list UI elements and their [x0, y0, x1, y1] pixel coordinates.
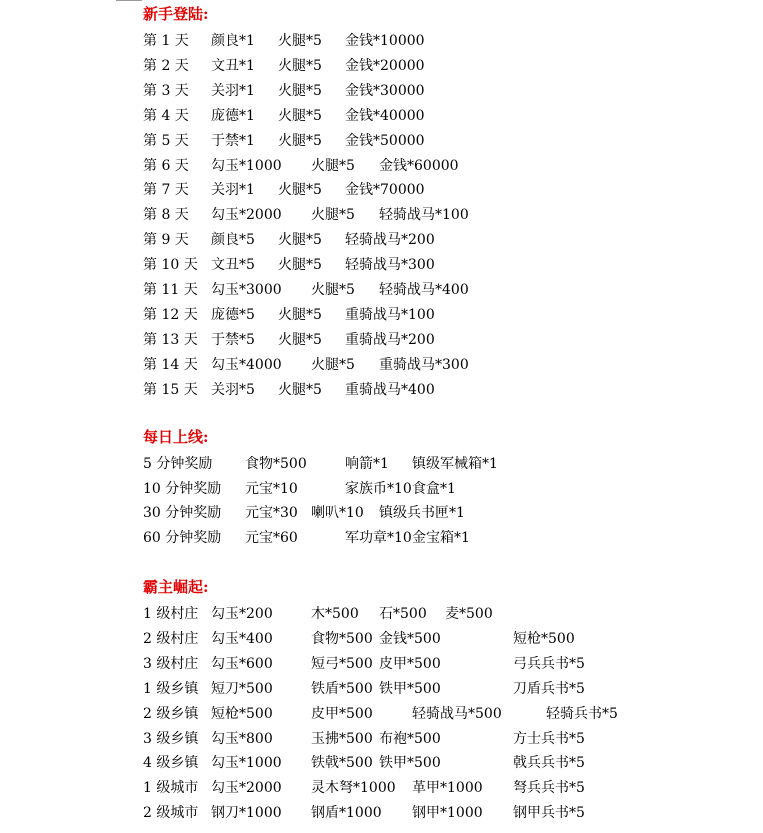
reward-item: 玉拂*500 — [311, 730, 373, 747]
reward-item: 重骑战马*100 — [345, 306, 435, 323]
reward-item: 火腿*5 — [311, 282, 355, 298]
reward-item: 铁盾*500 — [311, 680, 373, 697]
reward-item: 金钱*60000 — [379, 157, 459, 174]
reward-item: 火腿*5 — [278, 82, 322, 99]
reward-item: 方士兵书*5 — [513, 730, 585, 747]
reward-item: 戟兵兵书*5 — [513, 755, 585, 772]
reward-item: 金钱*10000 — [345, 33, 425, 49]
reward-item: 勾玉*400 — [211, 630, 273, 647]
reward-item: 金钱*40000 — [345, 107, 425, 124]
reward-item: 短枪*500 — [211, 705, 273, 722]
row-label: 第 14 天 — [143, 356, 198, 373]
reward-item: 镇级兵书匣*1 — [379, 505, 465, 522]
row-label: 第 5 天 — [143, 132, 189, 149]
reward-item: 庞德*1 — [211, 107, 255, 124]
reward-item: 火腿*5 — [311, 207, 355, 224]
reward-item: 重骑战马*400 — [345, 381, 435, 398]
section-heading: 新手登陆: — [143, 5, 209, 23]
reward-item: 镇级军械箱*1 — [412, 456, 498, 472]
reward-item: 火腿*5 — [278, 306, 322, 323]
row-label: 2 级村庄 — [143, 630, 199, 647]
reward-item: 木*500 — [311, 606, 359, 622]
reward-item: 勾玉*200 — [211, 606, 273, 622]
row-label: 第 7 天 — [143, 182, 189, 199]
reward-item: 钢盾*1000 — [311, 805, 382, 822]
reward-item: 火腿*5 — [278, 331, 322, 348]
row-label: 第 11 天 — [143, 282, 198, 298]
reward-item: 勾玉*1000 — [211, 157, 282, 174]
reward-item: 铁甲*500 — [379, 680, 441, 697]
reward-item: 轻骑战马*200 — [345, 232, 435, 249]
row-label: 1 级乡镇 — [143, 680, 199, 697]
reward-item: 轻骑兵书*5 — [546, 705, 618, 722]
reward-item: 勾玉*600 — [211, 655, 273, 672]
row-label: 第 9 天 — [143, 232, 189, 249]
reward-item: 皮甲*500 — [379, 655, 441, 672]
reward-item: 轻骑战马*500 — [412, 705, 502, 722]
reward-item: 钢甲*1000 — [412, 805, 483, 822]
reward-item: 勾玉*3000 — [211, 282, 282, 298]
reward-item: 短刀*500 — [211, 680, 273, 697]
reward-item: 火腿*5 — [311, 157, 355, 174]
reward-item: 火腿*5 — [311, 356, 355, 373]
row-label: 第 6 天 — [143, 157, 189, 174]
row-label: 第 4 天 — [143, 107, 189, 124]
row-label: 第 8 天 — [143, 207, 189, 224]
row-label: 10 分钟奖励 — [143, 480, 222, 497]
reward-item: 火腿*5 — [278, 232, 322, 249]
row-label: 1 级村庄 — [143, 606, 199, 622]
reward-item: 轻骑战马*100 — [379, 207, 469, 224]
reward-item: 麦*500 — [445, 606, 493, 622]
row-label: 60 分钟奖励 — [143, 530, 222, 547]
corner-crop-mark — [116, 0, 142, 1]
reward-item: 弩兵兵书*5 — [513, 780, 585, 797]
reward-item: 钢甲兵书*5 — [513, 805, 585, 822]
row-label: 第 10 天 — [143, 257, 198, 274]
row-label: 1 级城市 — [143, 780, 199, 797]
reward-item: 庞德*5 — [211, 306, 255, 323]
reward-item: 勾玉*4000 — [211, 356, 282, 373]
reward-item: 关羽*5 — [211, 381, 255, 398]
reward-item: 金宝箱*1 — [412, 530, 470, 547]
reward-item: 响箭*1 — [345, 456, 389, 472]
row-label: 30 分钟奖励 — [143, 505, 222, 522]
reward-item: 刀盾兵书*5 — [513, 680, 585, 697]
reward-item: 短弓*500 — [311, 655, 373, 672]
row-label: 第 3 天 — [143, 82, 189, 99]
reward-item: 勾玉*800 — [211, 730, 273, 747]
reward-item: 火腿*5 — [278, 182, 322, 199]
reward-item: 金钱*500 — [379, 630, 441, 647]
reward-item: 家族币*10 — [345, 480, 412, 497]
row-label: 3 级乡镇 — [143, 730, 199, 747]
reward-item: 火腿*5 — [278, 132, 322, 149]
reward-item: 元宝*30 — [245, 505, 298, 522]
reward-item: 灵木弩*1000 — [311, 780, 396, 797]
row-label: 第 12 天 — [143, 306, 198, 323]
reward-item: 皮甲*500 — [311, 705, 373, 722]
reward-item: 布袍*500 — [379, 730, 441, 747]
reward-item: 食物*500 — [311, 630, 373, 647]
section-heading: 每日上线: — [143, 428, 209, 446]
reward-item: 革甲*1000 — [412, 780, 483, 797]
reward-item: 重骑战马*200 — [345, 331, 435, 348]
reward-item: 食盒*1 — [412, 480, 456, 497]
reward-item: 铁甲*500 — [379, 755, 441, 772]
reward-item: 颜良*5 — [211, 232, 255, 249]
reward-item: 金钱*20000 — [345, 57, 425, 74]
row-label: 第 2 天 — [143, 57, 189, 74]
row-label: 第 1 天 — [143, 33, 189, 49]
reward-item: 文丑*5 — [211, 257, 255, 274]
reward-item: 元宝*60 — [245, 530, 298, 547]
reward-item: 文丑*1 — [211, 57, 255, 74]
reward-item: 勾玉*2000 — [211, 780, 282, 797]
reward-item: 军功章*10 — [345, 530, 412, 547]
reward-item: 铁戟*500 — [311, 755, 373, 772]
row-label: 第 13 天 — [143, 331, 198, 348]
reward-item: 勾玉*2000 — [211, 207, 282, 224]
reward-item: 喇叭*10 — [311, 505, 364, 522]
reward-item: 金钱*70000 — [345, 182, 425, 199]
row-label: 2 级城市 — [143, 805, 199, 822]
reward-item: 勾玉*1000 — [211, 755, 282, 772]
reward-item: 于禁*5 — [211, 331, 255, 348]
reward-item: 火腿*5 — [278, 257, 322, 274]
reward-item: 石*500 — [379, 606, 427, 622]
row-label: 5 分钟奖励 — [143, 456, 213, 472]
reward-item: 颜良*1 — [211, 33, 255, 49]
section-heading: 霸主崛起: — [143, 578, 209, 596]
reward-item: 短枪*500 — [513, 630, 575, 647]
reward-item: 食物*500 — [245, 456, 307, 472]
reward-item: 火腿*5 — [278, 107, 322, 124]
reward-item: 关羽*1 — [211, 82, 255, 99]
row-label: 2 级乡镇 — [143, 705, 199, 722]
reward-item: 钢刀*1000 — [211, 805, 282, 822]
reward-item: 火腿*5 — [278, 381, 322, 398]
reward-item: 火腿*5 — [278, 33, 322, 49]
reward-item: 重骑战马*300 — [379, 356, 469, 373]
reward-item: 关羽*1 — [211, 182, 255, 199]
reward-item: 轻骑战马*400 — [379, 282, 469, 298]
reward-item: 轻骑战马*300 — [345, 257, 435, 274]
reward-item: 火腿*5 — [278, 57, 322, 74]
row-label: 第 15 天 — [143, 381, 198, 398]
reward-item: 金钱*30000 — [345, 82, 425, 99]
reward-item: 弓兵兵书*5 — [513, 655, 585, 672]
reward-item: 于禁*1 — [211, 132, 255, 149]
reward-item: 元宝*10 — [245, 480, 298, 497]
row-label: 4 级乡镇 — [143, 755, 199, 772]
reward-item: 金钱*50000 — [345, 132, 425, 149]
row-label: 3 级村庄 — [143, 655, 199, 672]
